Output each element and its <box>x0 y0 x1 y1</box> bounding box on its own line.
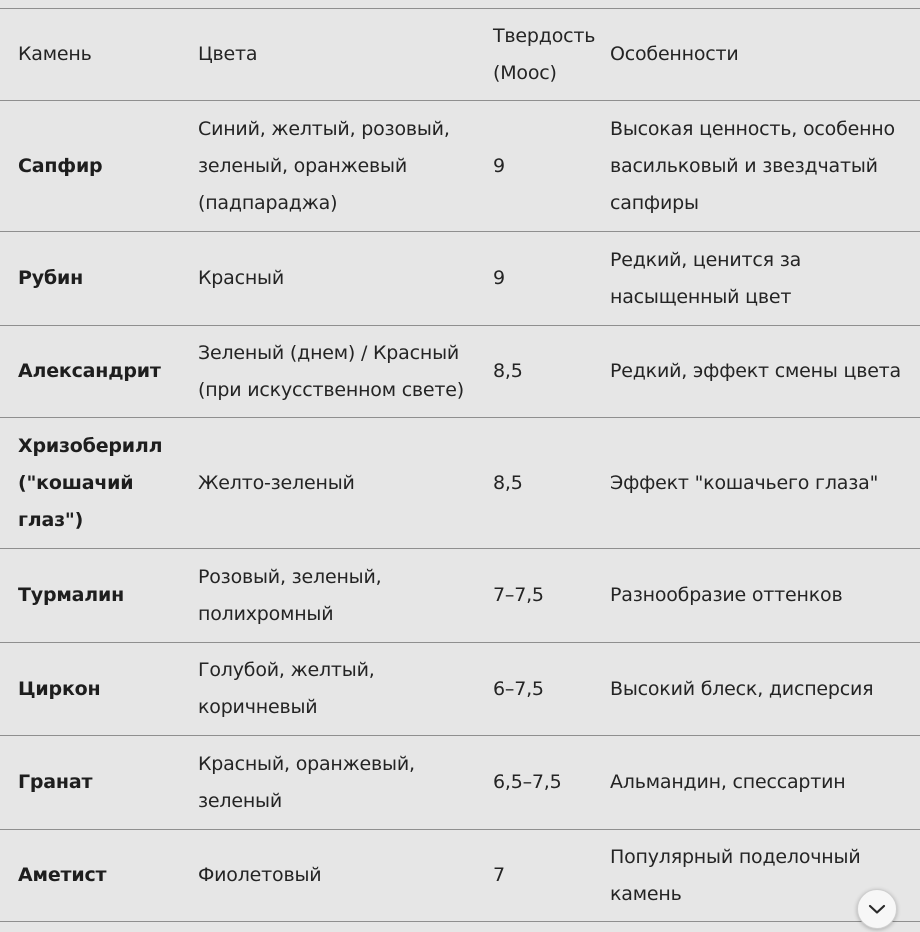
cell-stone: Аметист <box>18 864 107 886</box>
cell-features: Редкий, эффект смены цвета <box>610 360 901 382</box>
header-stone: Камень <box>18 43 92 65</box>
gemstones-table <box>0 8 920 922</box>
cell-features: Разнообразие оттенков <box>610 584 843 606</box>
cell-features: Редкий, ценится за насыщенный цвет <box>610 248 802 308</box>
header-hardness: Твердость (Моос) <box>493 24 596 84</box>
cell-stone: Турмалин <box>18 584 125 606</box>
cell-stone: Гранат <box>18 771 93 793</box>
table-row <box>0 418 920 549</box>
cell-colors: Фиолетовый <box>198 864 322 886</box>
table-row <box>0 643 920 736</box>
cell-stone: Рубин <box>18 267 84 289</box>
cell-stone: Циркон <box>18 677 101 700</box>
cell-hardness: 8,5 <box>493 471 523 494</box>
table-row <box>0 101 920 232</box>
cell-stone: Александрит <box>18 360 161 382</box>
cell-hardness: 8,5 <box>493 360 523 382</box>
cell-hardness: 9 <box>493 267 505 289</box>
cell-features: Популярный поделочный камень <box>610 845 861 905</box>
cell-hardness: 7 <box>493 864 505 886</box>
cell-colors: Зеленый (днем) / Красный (при искусственном свете) <box>198 341 464 401</box>
cell-stone: Хризоберилл ("кошачий глаз") <box>18 434 163 531</box>
cell-features: Эффект "кошачьего глаза" <box>610 471 879 494</box>
cell-stone: Сапфир <box>18 154 103 177</box>
table-row <box>0 549 920 643</box>
scroll-down-button[interactable] <box>857 889 897 929</box>
table-header-row <box>0 9 920 101</box>
cell-colors: Желто-зеленый <box>198 471 355 494</box>
cell-features: Альмандин, спессартин <box>610 771 846 793</box>
table-row <box>0 830 920 922</box>
table-row <box>0 326 920 418</box>
table-row <box>0 736 920 830</box>
cell-colors: Синий, желтый, розовый, зеленый, оранжевый (падпараджа) <box>198 117 450 214</box>
cell-hardness: 7–7,5 <box>493 584 544 606</box>
cell-colors: Красный, оранжевый, зеленый <box>198 752 415 812</box>
header-features: Особенности <box>610 43 739 65</box>
cell-features: Высокий блеск, дисперсия <box>610 677 874 700</box>
header-colors: Цвета <box>198 43 258 65</box>
cell-hardness: 9 <box>493 154 505 177</box>
table-row <box>0 232 920 326</box>
cell-colors: Голубой, желтый, коричневый <box>198 659 375 718</box>
cell-colors: Красный <box>198 267 285 289</box>
cell-hardness: 6–7,5 <box>493 677 544 700</box>
cell-colors: Розовый, зеленый, полихромный <box>198 565 382 625</box>
chevron-down-icon <box>868 903 886 915</box>
cell-hardness: 6,5–7,5 <box>493 771 562 793</box>
cell-features: Высокая ценность, особенно васильковый и звездчатый сапфиры <box>610 117 895 214</box>
